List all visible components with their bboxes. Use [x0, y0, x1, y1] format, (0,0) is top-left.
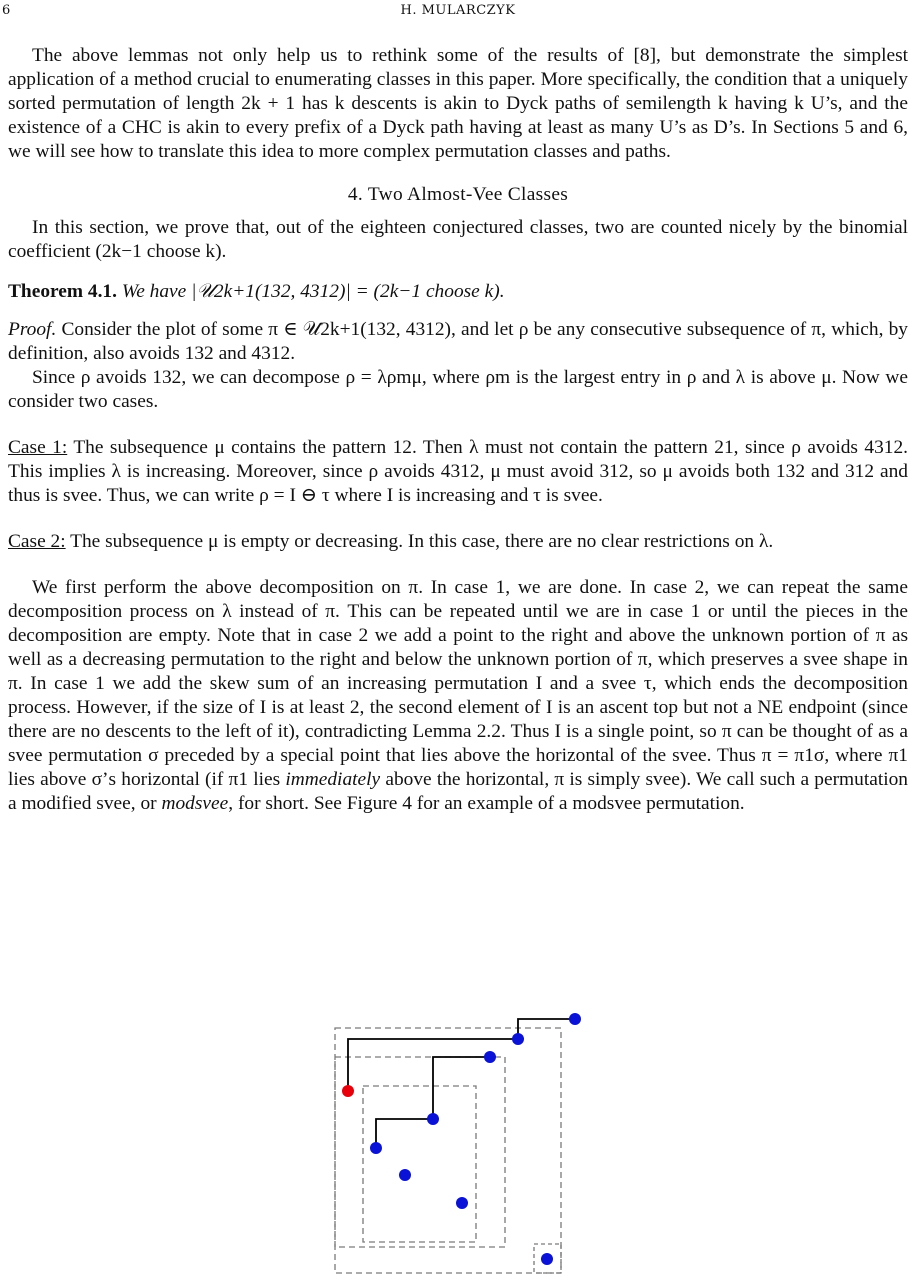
proof-paragraph [8, 318, 908, 366]
decomposition-paragraph: Since ρ avoids 132, we can decompose ρ = λρmμ, where ρm is the largest entry in ρ and λ is above μ. Now we consider two cases. [8, 367, 908, 412]
path-segment-inner [376, 1057, 490, 1148]
modsvee-emphasis-immediately: immediately [285, 769, 381, 790]
modsvee-text-c: , for short. See Figure 4 for an example of a modsvee permutation. [228, 793, 745, 814]
case-1-label: Case 1: [8, 437, 68, 458]
proof-text: Consider the plot of some π ∈ 𝒰2k+1(132, 4312), and let ρ be any consecutive subsequence of π, which, by definition, also avoids 132 and 4312. [8, 319, 908, 364]
theorem-statement: We have |𝒰2k+1(132, 4312)| = (2k−1 choose k). [121, 281, 505, 302]
middle-dashed-box [335, 1057, 505, 1247]
theorem-label: Theorem 4.1. [8, 281, 117, 302]
modsvee-text-a: We first perform the above decomposition on π. In case 1, we are done. In case 2, we can repeat the same decomposition process on λ instead of π. This can be repeated until we are in case 1 or until the pieces in the decomposition are empty. Note that in case 2 we add a point to the right and above the unknown portion of π as well as a decreasing permutation to the right and below the unknown portion of π, which preserves a svee shape in π. In case 1 we add the skew sum of an increasing permutation I and a svee τ, which ends the decomposition process. However, if the size of I is at least 2, the second element of I is an ascent top but not a NE endpoint (since there are no descents to the left of it), contradicting Lemma 2.2. Thus I is a single point, so π can be thought of as a svee permutation σ preceded by a special point that lies above the horizontal of the svee. Thus π = π1σ, where π1 lies above σ’s horizontal (if π1 lies [8, 577, 908, 790]
inner-dashed-box [363, 1086, 476, 1242]
case-2-text: The subsequence μ is empty or decreasing. In this case, there are no clear restrictions on λ. [70, 531, 774, 552]
special-point-red [342, 1085, 354, 1097]
point [427, 1113, 439, 1125]
section-heading: 4. Two Almost-Vee Classes [347, 184, 569, 205]
path-segment-red-to-top [348, 1019, 575, 1091]
point [399, 1169, 411, 1181]
point [541, 1253, 553, 1265]
page-number: 6 [2, 3, 11, 18]
case-2-paragraph [8, 530, 908, 554]
running-head-author: H. MULARCZYK [400, 3, 516, 18]
intro-paragraph: The above lemmas not only help us to rethink some of the results of [8], but demonstrate the simplest application of a method crucial to enumerating classes in this paper. More specifically, the condition that a uniquely sorted permutation of length 2k + 1 has k descents is akin to Dyck paths of semilength k having k U’s, and the existence of a CHC is akin to every prefix of a Dyck path having at least as many U’s as D’s. In Sections 5 and 6, we will see how to translate this idea to more complex permutation classes and paths. [8, 45, 908, 162]
theorem-4-1 [8, 280, 908, 304]
figure-4 [325, 995, 595, 1280]
modsvee-paragraph [8, 576, 908, 816]
outer-dashed-box [335, 1028, 561, 1273]
case-2-label: Case 2: [8, 531, 66, 552]
proof-label: Proof. [8, 319, 57, 340]
modsvee-figure-svg [325, 995, 595, 1280]
point [456, 1197, 468, 1209]
section-intro-paragraph: In this section, we prove that, out of the eighteen conjectured classes, two are counted nicely by the binomial coefficient (2k−1 choose k). [8, 217, 908, 262]
point [484, 1051, 496, 1063]
modsvee-text-b: above the horizontal, π is simply svee). We call such a permutation a modified svee, or [8, 769, 908, 814]
modsvee-emphasis-term: modsvee [161, 793, 229, 814]
case-1-text: The subsequence μ contains the pattern 12. Then λ must not contain the pattern 21, since ρ avoids 4312. This implies λ is increasing. Moreover, since ρ avoids 4312, μ must avoid 312, so μ avoids both 132 and 312 and thus is svee. Thus, we can write ρ = I ⊖ τ where I is increasing and τ is svee. [8, 437, 909, 506]
case-1-paragraph [8, 436, 908, 508]
point [512, 1033, 524, 1045]
point [569, 1013, 581, 1025]
body-text [8, 44, 908, 816]
point [370, 1142, 382, 1154]
